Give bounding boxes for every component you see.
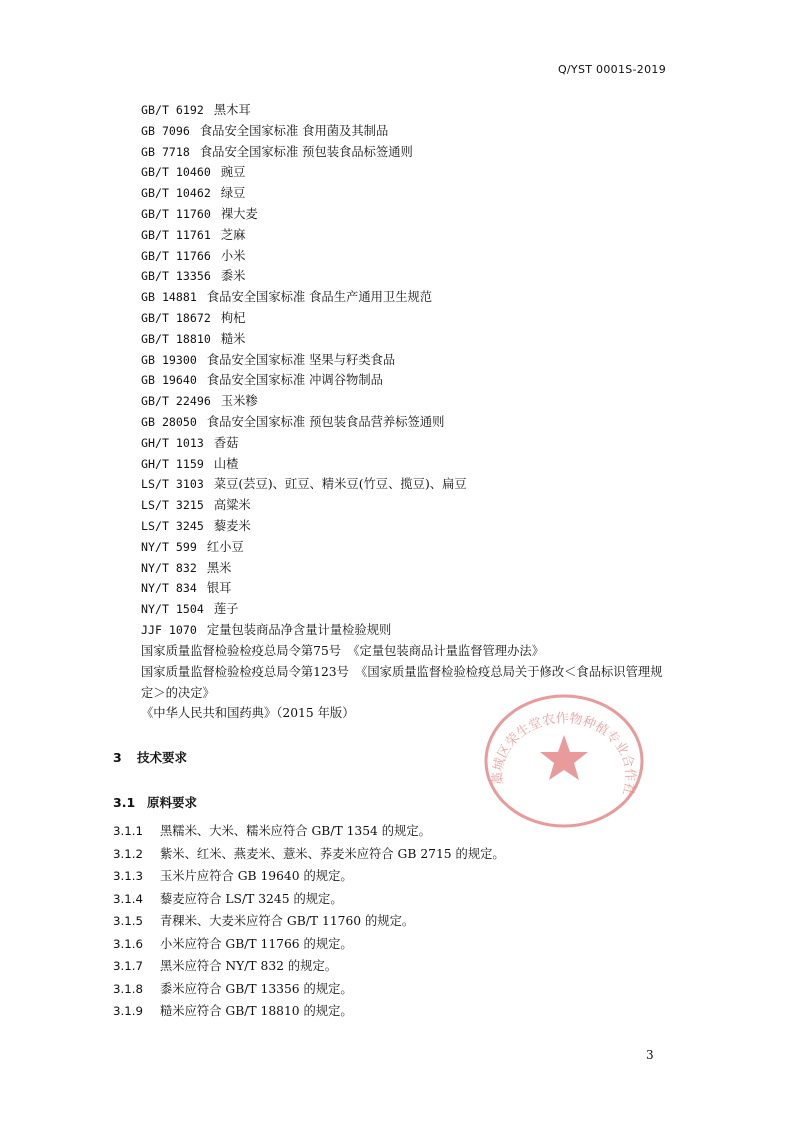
reference-item: NY/T 834 银耳 — [141, 581, 232, 596]
reference-item: GB/T 11760 裸大麦 — [141, 206, 258, 221]
pharmacopoeia-reference: 《中华人民共和国药典》（2015 年版） — [141, 706, 355, 721]
requirement-item: 3.1.9 糙米应符合 GB/T 18810 的规定。 — [113, 1004, 353, 1018]
requirement-item: 3.1.7 黑米应符合 NY/T 832 的规定。 — [113, 959, 338, 973]
reference-item: GB 19300 食品安全国家标准 坚果与籽类食品 — [141, 352, 396, 367]
reference-item: LS/T 3103 菜豆(芸豆)、豇豆、精米豆(竹豆、揽豆)、扁豆 — [141, 477, 467, 492]
reference-item: NY/T 832 黑米 — [141, 560, 232, 575]
section-3-1-heading: 3.1 原料要求 — [113, 795, 198, 810]
reference-item: GB 14881 食品安全国家标准 食品生产通用卫生规范 — [141, 290, 433, 305]
reference-item: GH/T 1159 山楂 — [141, 456, 239, 471]
section-3-heading: 3 技术要求 — [113, 750, 188, 765]
requirements-list — [113, 820, 673, 1023]
seal-star-icon — [540, 735, 588, 780]
requirement-item: 3.1.3 玉米片应符合 GB 19640 的规定。 — [113, 869, 353, 883]
reference-item: JJF 1070 定量包装商品净含量计量检验规则 — [141, 622, 392, 637]
reference-item: LS/T 3245 藜麦米 — [141, 518, 251, 533]
reference-item: GB/T 18810 糙米 — [141, 331, 246, 346]
decree-75: 国家质量监督检验检疫总局令第75号 《定量包装商品计量监督管理办法》 — [141, 644, 544, 658]
reference-item: GB/T 10460 豌豆 — [141, 165, 246, 180]
normative-references-list — [141, 100, 681, 641]
reference-item: NY/T 599 红小豆 — [141, 539, 244, 554]
reference-item: GB/T 10462 绿豆 — [141, 186, 246, 201]
reference-item: LS/T 3215 高粱米 — [141, 498, 251, 513]
reference-item: GB 28050 食品安全国家标准 预包装食品营养标签通则 — [141, 414, 445, 429]
requirement-item: 3.1.4 藜麦应符合 LS/T 3245 的规定。 — [113, 891, 343, 906]
reference-item: GB/T 11766 小米 — [141, 248, 246, 263]
requirement-item: 3.1.5 青稞米、大麦米应符合 GB/T 11760 的规定。 — [113, 914, 415, 928]
seal-text-path: 藁城区荣生堂农作物种植专业合作社 — [490, 711, 638, 797]
reference-item: GB 7718 食品安全国家标准 预包装食品标签通则 — [141, 144, 413, 159]
reference-item: GB/T 6192 黑木耳 — [141, 103, 251, 117]
company-seal-stamp — [483, 693, 645, 829]
document-code-header: Q/YST 0001S-2019 — [557, 63, 666, 76]
reference-item: GH/T 1013 香菇 — [141, 435, 239, 450]
requirement-item: 3.1.1 黑糯米、大米、糯米应符合 GB/T 1354 的规定。 — [113, 824, 431, 838]
page-number: 3 — [646, 1048, 654, 1062]
requirement-item: 3.1.8 黍米应符合 GB/T 13356 的规定。 — [113, 981, 353, 996]
reference-item: GB/T 11761 芝麻 — [141, 227, 246, 242]
reference-item: NY/T 1504 莲子 — [141, 602, 239, 617]
reference-item: GB/T 18672 枸杞 — [141, 310, 246, 325]
reference-item: GB/T 22496 玉米糁 — [141, 394, 258, 409]
requirement-item: 3.1.6 小米应符合 GB/T 11766 的规定。 — [113, 936, 353, 951]
reference-item: GB 19640 食品安全国家标准 冲调谷物制品 — [141, 373, 383, 388]
requirement-item: 3.1.2 紫米、红米、燕麦米、薏米、荞麦米应符合 GB 2715 的规定。 — [113, 846, 505, 861]
reference-item: GB 7096 食品安全国家标准 食用菌及其制品 — [141, 123, 389, 138]
reference-item: GB/T 13356 黍米 — [141, 269, 246, 284]
decree-123: 国家质量监督检验检疫总局令第123号 《国家质量监督检验检疫总局关于修改＜食品标识管理规定＞的决定》 — [141, 664, 663, 700]
